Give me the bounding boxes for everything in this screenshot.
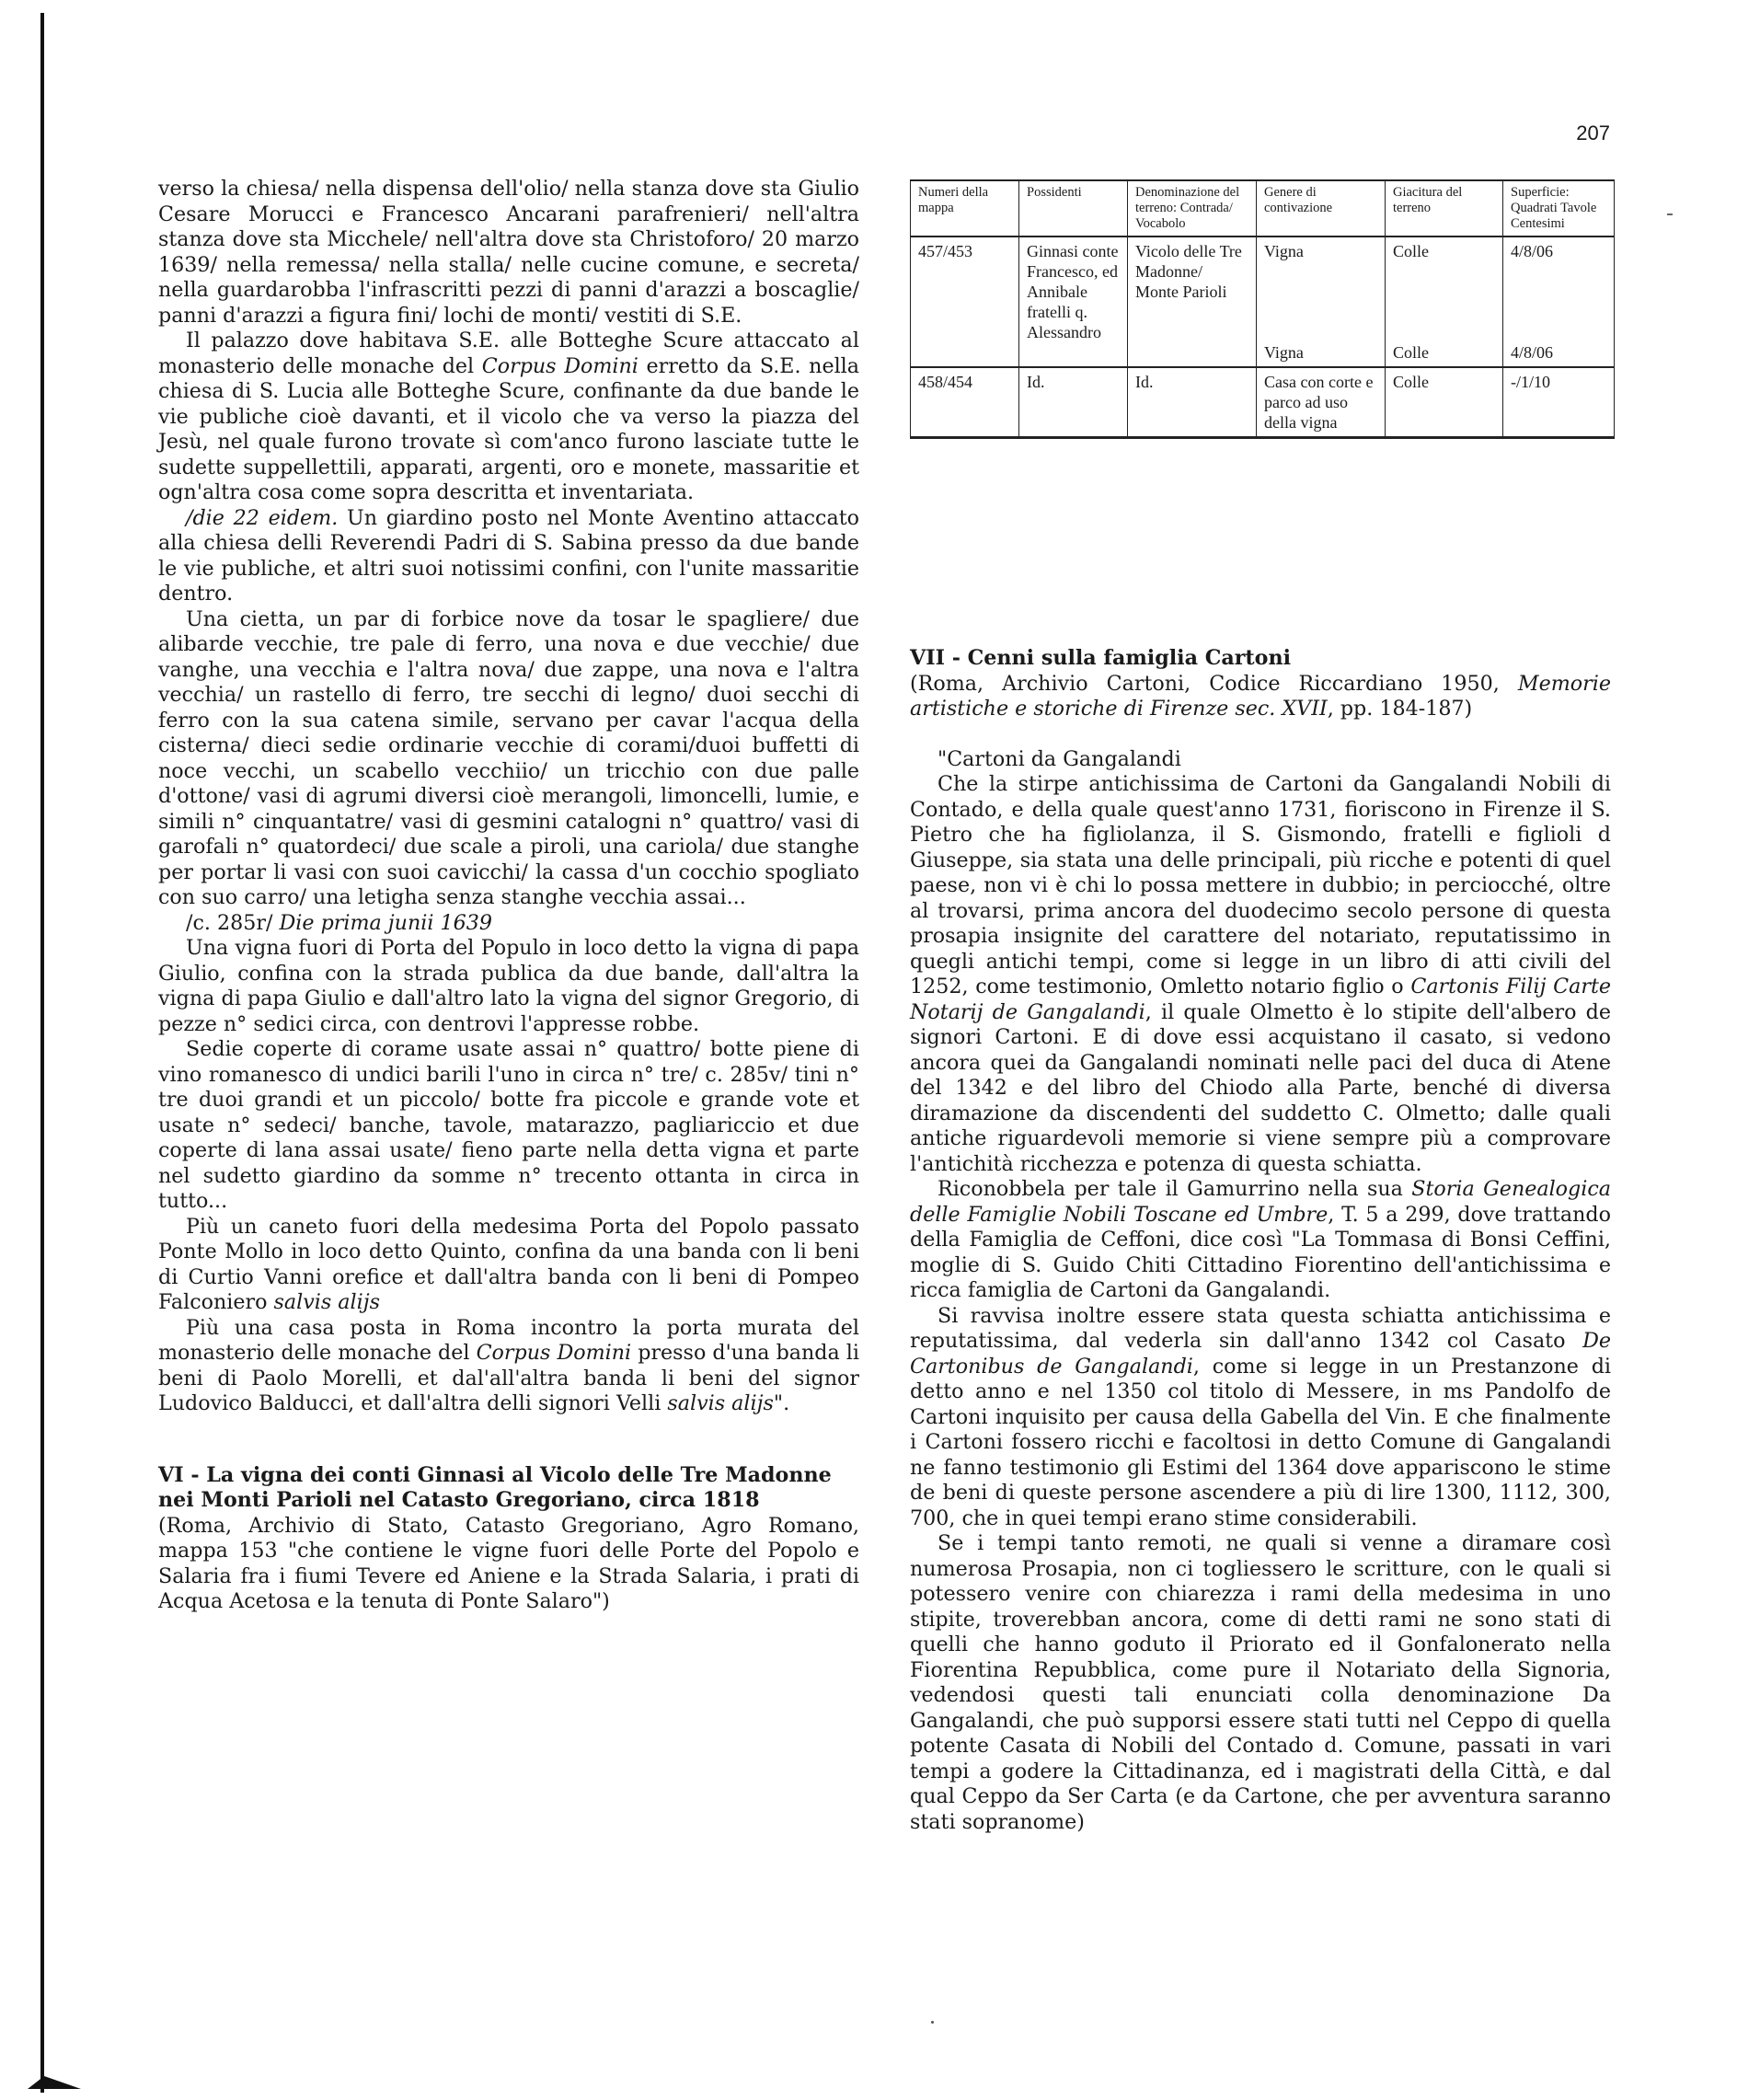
paragraph: Una vigna fuori di Porta del Populo in loco detto la vigna di papa Giulio, confina con la strada publica da due bande, dall'altra la vigna di papa Giulio e dall'altro lato la vigna del signor Gregorio, di pezze n° sedici circa, con dentrovi l'appresse robbe. xyxy=(158,936,859,1036)
cell-numero: 458/454 xyxy=(911,367,1019,438)
book-spine-foot xyxy=(28,2076,81,2089)
cell-genere: Vigna Vigna xyxy=(1257,237,1386,367)
cell-giacitura: Colle xyxy=(1386,367,1503,438)
paragraph: verso la chiesa/ nella dispensa dell'olio/ nella stanza dove sta Giulio Cesare Morucci e Francesco Ancarani parafrenieri/ nell'altra stanza dove sta Micchele/ nell'altra dove sta Christoforo/ 20 marzo 1639/ nella remessa/ nella stalla/ nelle cucine comune, e secreta/ nella guardarobba l'infrascritti pezzi di panni d'arazzi a boscaglie/ panni d'arazzi a figura fini/ lochi de monti/ vestiti di S.E. xyxy=(158,177,859,328)
paragraph: Il palazzo dove habitava S.E. alle Botteghe Scure attaccato al monasterio delle monache del Corpus Domini erretto da S.E. nella chiesa di S. Lucia alle Botteghe Scure, confinante da due bande le vie publiche cioè davanti, et il vicolo che va verso la piazza del Jesù, nel quale furono trovate sì com'anco furono lasciate tutte le sudette suppellettili, apparati, argenti, oro e monete, massaritie et ogn'altra cosa come sopra descritta et inventariata. xyxy=(158,329,860,504)
paragraph: Più un caneto fuori della medesima Porta del Popolo passato Ponte Mollo in loco detto Quinto, confina da una banda con li beni di Curtio Vanni orefice et dall'altra banda con li beni di Pompeo Falconiero salvis alijs xyxy=(158,1214,859,1314)
table-row xyxy=(911,367,1615,438)
cell-denominazione: Id. xyxy=(1128,367,1257,438)
source-note: (Roma, Archivio di Stato, Catasto Gregoriano, Agro Romano, mappa 153 "che contiene le vigne fuori delle Porte del Popolo e Salaria fra i fiumi Tevere ed Aniene e la Strada Salaria, i prati di Acqua Acetosa e la tenuta di Ponte Salaro") xyxy=(158,1513,859,1613)
quote-title: "Cartoni da Gangalandi xyxy=(938,746,1181,771)
cell-possidenti: Ginnasi conte Francesco, ed Annibale fratelli q. Alessandro xyxy=(1019,237,1128,367)
paragraph: Sedie coperte di corame usate assai n° quattro/ botte piene di vino romanesco di undici barili l'uno in circa n° tre/ c. 285v/ tini n° tre duoi grandi et un piccolo/ botte fra piccole e grande vote et usate n° sedeci/ banche, tavole, matarazzo, pagliariccio et due coperte di lana assai usate/ fieno parte nella detta vigna et parte nel sudetto giardino da somme n° trecento ottanta in circa in tutto... xyxy=(158,1037,859,1213)
source-note: (Roma, Archivio Cartoni, Codice Riccardiano 1950, Memorie artistiche e storiche di Firenze sec. XVII, pp. 184-187) xyxy=(910,671,1611,721)
paragraph: Più una casa posta in Roma incontro la porta murata del monasterio delle monache del Corpus Domini presso d'una banda li beni di Paolo Morelli, et dal'all'altra banda li beni del signor Ludovico Balducci, et dall'altra delli signori Velli salvis alijs". xyxy=(158,1315,859,1415)
page-number: 207 xyxy=(1576,121,1610,144)
cell-superficie: 4/8/06 4/8/06 xyxy=(1503,237,1615,367)
paragraph: Si ravvisa inoltre essere stata questa schiatta antichissima e reputatissima, dal vederla sin dall'anno 1342 col Casato De Cartonibus de Gangalandi, come si legge in un Prestanzone di detto anno e nel 1350 col titolo di Messere, in ms Pandolfo de Cartoni inquisito per causa della Gabella del Vin. E che finalmente i Cartoni fossero ricchi e facoltosi in detto Comune di Gangalandi ne fanno testimonio gli Estimi del 1364 dove appariscono le stime de beni di queste persone ascendere a più di lire 1300, 1112, 300, 700, che in quei tempi erano stime considerabili. xyxy=(910,1303,1612,1530)
cell-possidenti: Id. xyxy=(1019,367,1128,438)
paragraph: /die 22 eidem. Un giardino posto nel Monte Aventino attaccato alla chiesa delli Reverendi Padri di S. Sabina presso da due bande le vie publiche, et altri suoi notissimi confini, con l'unite massaritie dentro. xyxy=(158,505,859,606)
right-column xyxy=(910,646,1611,1835)
section-heading: VII - Cenni sulla famiglia Cartoni xyxy=(910,646,1292,670)
column-header: Genere di contivazione xyxy=(1257,180,1386,237)
cell-genere: Casa con corte e parco ad uso della vigna xyxy=(1257,367,1386,438)
column-header: Possidenti xyxy=(1019,180,1128,237)
cell-denominazione: Vicolo delle Tre Madonne/ Monte Parioli xyxy=(1128,237,1257,367)
table-header-row xyxy=(911,180,1615,237)
column-header: Numeri della mappa xyxy=(911,180,1019,237)
paragraph: Che la stirpe antichissima de Cartoni da Gangalandi Nobili di Contado, e della quale quest'anno 1731, fioriscono in Firenze il S. Pietro che ha figliolanza, il S. Gismondo, fratelli e figlioli d Giuseppe, sia stata una delle principali, più ricche e potenti di quel paese, non vi è chi lo possa mettere in dubbio; in perciocché, oltre al trovarsi, prima ancora del duodecimo secolo persone di questa prosapia insignite del carattere del notariato, reputatissimo in quegli antichi tempi, come si legge in un libro di atti civili del 1252, come testimonio, Omletto notario figlio o Cartonis Filij Carte Notarij de Gangalandi, il quale Olmetto è lo stipite dell'albero de signori Cartoni. E di dove essi acquistano il casato, si vedono ancora quei da Gangalandi nominati nelle paci del duca di Atene del 1342 e del libro del Chiodo alla Parte, benché di diversa diramazione da discendenti del suddetto C. Olmetto; dalle quali antiche riguardevoli memorie si viene sempre più a comprovare l'antichità ricchezza e potenza di questa schiatta. xyxy=(910,772,1612,1176)
column-header: Superficie: Quadrati Tavole Centesimi xyxy=(1503,180,1615,237)
paragraph: Riconobbela per tale il Gamurrino nella sua Storia Genealogica delle Famiglie Nobili Toscane ed Umbre, T. 5 a 299, dove trattando della Famiglia de Ceffoni, dice così "La Tommasa di Bonsi Ceffini, moglie di S. Guido Chiti Cittadino Fiorentino dell'antichissima e ricca famiglia de Cartoni da Gangalandi. xyxy=(910,1177,1611,1302)
margin-mark xyxy=(1667,213,1673,215)
column-header: Giacitura del terreno xyxy=(1386,180,1503,237)
section-heading: VI - La vigna dei conti Ginnasi al Vicolo delle Tre Madonne nei Monti Parioli nel Catasto Gregoriano, circa 1818 xyxy=(158,1462,832,1512)
paragraph: /c. 285r/ Die prima junii 1639 xyxy=(186,910,492,935)
paragraph: Una cietta, un par di forbice nove da tosar le spagliere/ due alibarde vecchie, tre pale di ferro, una nova e due vecchie/ due vanghe, una vecchia e l'altra nova/ due zappe, una nova e l'altra vecchia/ un rastello di ferro, tre secchi di legno/ duoi secchi di ferro con la sua catena simile, servano per cavar l'acqua della cisterna/ dieci sedie ordinarie vecchie di corami/duoi buffetti di noce vecchi, un scabello vecchiio/ un tricchio con due palle d'ottone/ vasi di agrumi diversi cioè merangoli, limoncelli, lumie, e simili n° cinquantatre/ vasi di gesmini catalogni n° quattro/ vasi di garofali n° quatordeci/ due scale a piroli, una cariola/ due stanghe per portar li vasi con suoi cavicchi/ la cassa d'un cocchio spogliato con suo carro/ una letigha senza stanghe vecchia assai... xyxy=(158,606,859,909)
paragraph: Se i tempi tanto remoti, ne quali si venne a diramare così numerosa Prosapia, non ci togliessero le scritture, con le quali si potessero venire con chiarezza i rami della medesima in uno stipite, troverebban ancora, come di detti rami ne sono stati di quelli che hanno goduto il Priorato ed il Gonfalonerato nella Fiorentina Repubblica, come pure il Notariato della Signoria, vedendosi questi tali enunciati colla denominazione Da Gangalandi, che può supporsi essere stati tutti nel Ceppo di quella potente Casata di Nobili del Contado d. Comune, passati in vari tempi a godere la Cittadinanza, ed i magistrati della Città, e dal qual Ceppo da Ser Carta (e da Cartone, che per avventura saranno stati sopranome) xyxy=(910,1531,1611,1834)
page-speck xyxy=(931,2021,934,2024)
table-row xyxy=(911,237,1615,367)
book-spine-line xyxy=(40,13,44,2093)
cell-numero: 457/453 xyxy=(911,237,1019,367)
cell-giacitura: Colle Colle xyxy=(1386,237,1503,367)
left-column xyxy=(158,177,859,1615)
cadastre-table xyxy=(910,179,1614,439)
column-header: Denominazione del terreno: Contrada/ Vocabolo xyxy=(1128,180,1257,237)
cell-superficie: -/1/10 xyxy=(1503,367,1615,438)
